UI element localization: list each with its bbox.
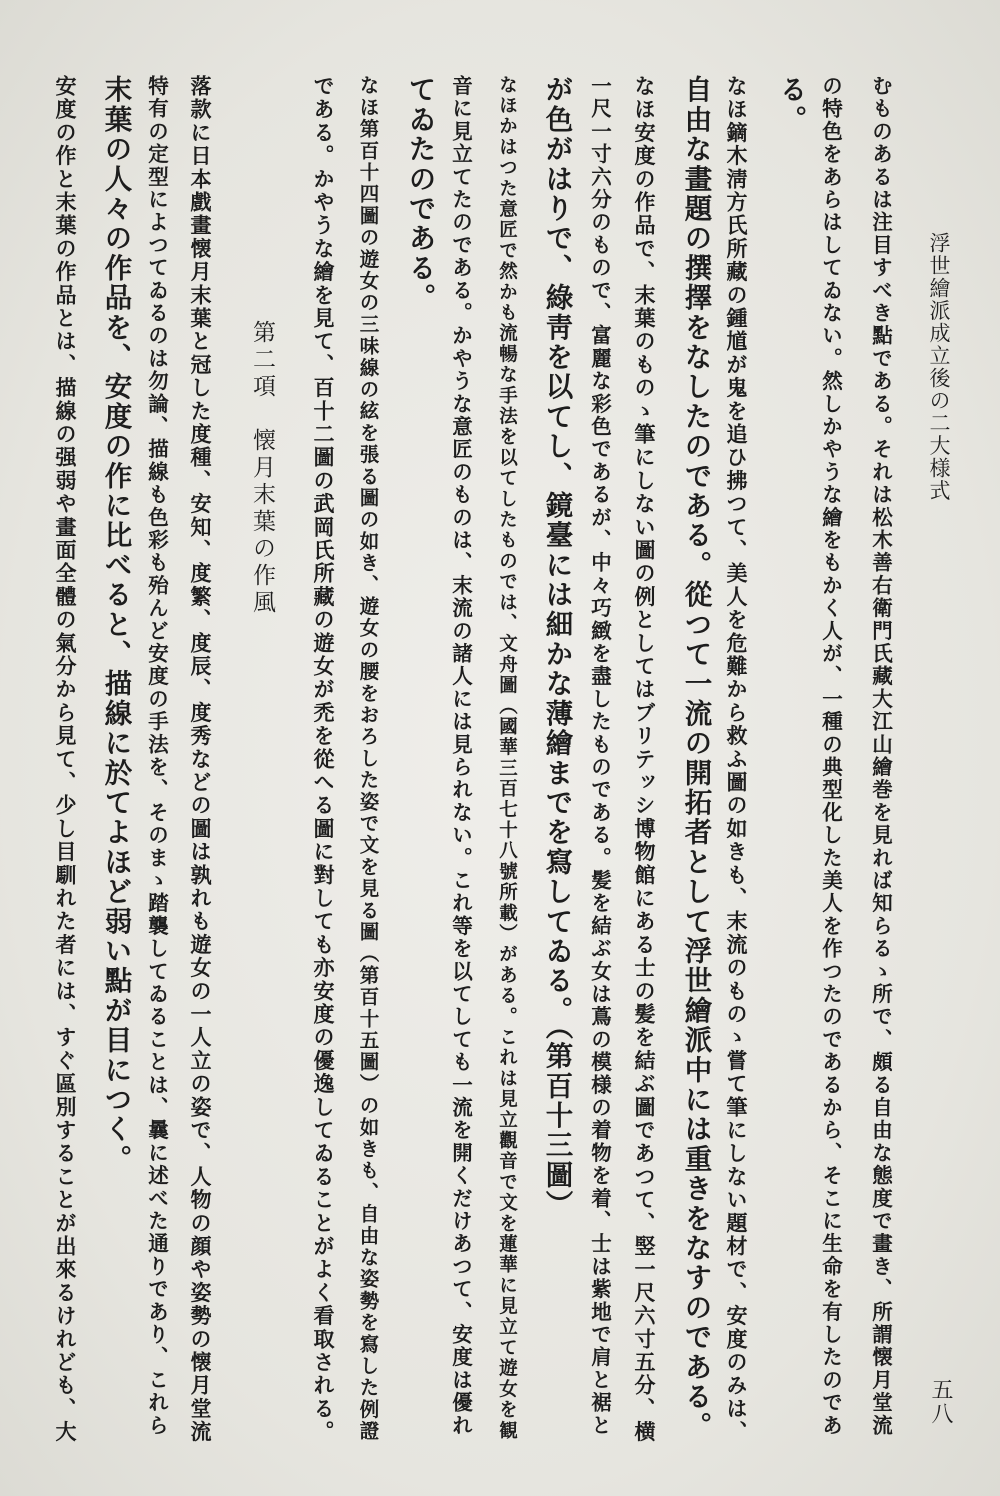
section-line-1: 落款に日本戲畫懐月末葉と冠した度種、安知、度繁、度辰、度秀などの圖は孰れも遊女の一人立の姿で、人物の顔や姿勢の懐月堂流 (188, 75, 213, 1444)
body-line-1: むものあるは注目すべき點である。それは松木善右衛門氏藏大江山繪巻を見れば知らるゝ所で、頗る自由な態度で畫き、所謂懐月堂流 (868, 75, 893, 1437)
body-line-8: が色がはりで、綠靑を以てし、鏡臺には細かな薄繪までを寫してゐる。（第百十三圖） (540, 75, 573, 1220)
body-line-9: なほかはつた意匠で然かも流暢な手法を以てしたものでは、文舟圖（國華三百七十八號所載）がある。これは見立觀音で文を蓮華に見立て遊女を観 (496, 75, 518, 1442)
page-number: 五八 (928, 1378, 953, 1427)
body-line-10: 音に見立てたのである。かやうな意匠のものは、末流の諸人には見られない。これ等を以てしても一流を開くだけあつて、安度は優れ (448, 75, 473, 1437)
body-line-5: 自由な畫題の撰擇をなしたのである。從つて一流の開拓者として浮世繪派中には重きをなすのである。 (679, 75, 712, 1442)
body-line-4: なほ鏑木淸方氏所藏の鍾馗が鬼を追ひ拂つて、美人を危難から救ふ圖の如きも、末流のものゝ嘗て筆にしない題材で、安度のみは、 (724, 75, 749, 1444)
section-heading: 第二項 懐月末葉の作風 (249, 320, 275, 617)
body-line-2: の特色をあらはしてゐない。然しかやうな繪をもかく人が、一種の典型化した美人を作つたのであるから、そこに生命を有したのであ (818, 75, 843, 1437)
section-line-4: 安度の作と末葉の作品とは、描線の强弱や畫面全體の氣分から見て、少し目馴れた者には、すぐ區別することが出來るけれども、大 (53, 75, 78, 1444)
body-line-3: る。 (774, 75, 807, 135)
section-line-3: 末葉の人々の作品を、安度の作に比べると、描線に於てよほど弱い點が目につく。 (99, 75, 132, 1174)
body-line-11: てゐたのである。 (403, 75, 436, 313)
body-line-13: である。かやうな繪を見て、百十二圖の武岡氏所藏の遊女が禿を從へる圖に對しても亦安度の優逸してゐることがよく看取される。 (311, 75, 336, 1444)
body-line-12: なほ第百十四圖の遊女の三味線の絃を張る圖の如き、遊女の腰をおろした姿で文を見る圖（第百十五圖）の如きも、自由な姿勢を寫した例證 (356, 75, 380, 1443)
running-title: 浮世繪派成立後の二大様式 (927, 232, 951, 502)
body-line-7: 一尺一寸六分のもので、富麗な彩色であるが、中々巧緻を盡したものである。髪を結ぶ女は蔦の模様の着物を着、士は紫地で肩と裾と (587, 75, 612, 1437)
section-line-2: 特有の定型によつてゐるのは勿論、描線も色彩も殆んど安度の手法を、そのまゝ踏襲してゐることは、曩に述べた通りであり、これら (144, 75, 169, 1437)
body-line-6: なほ安度の作品で、末葉のものゝ筆にしない圖の例としてはブリテッシ博物館にある士の髪を結ぶ圖であつて、竪一尺六寸五分、横 (632, 75, 657, 1444)
